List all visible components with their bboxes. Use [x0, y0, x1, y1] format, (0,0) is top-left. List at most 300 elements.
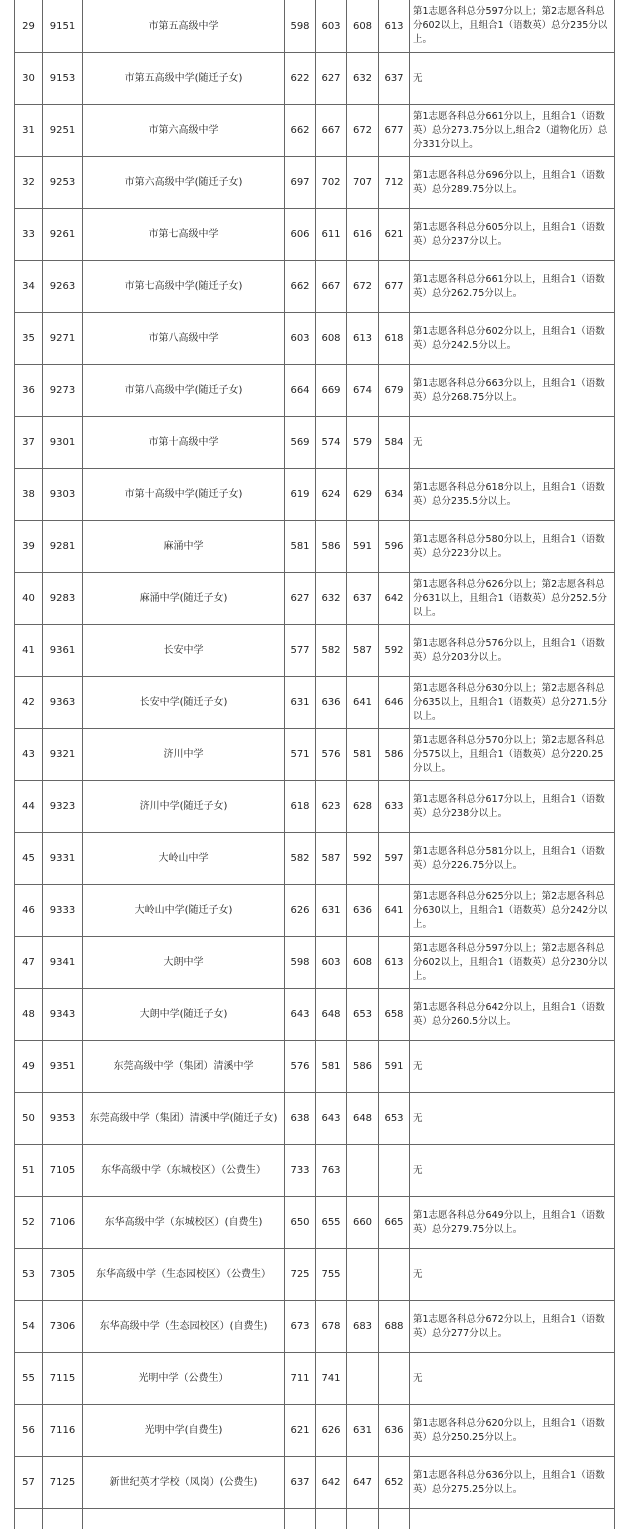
score-1-cell: 733: [285, 1145, 316, 1197]
score-3-cell: 647: [347, 1457, 379, 1509]
school-name-cell: [83, 1457, 285, 1509]
row-number-cell: 30: [15, 53, 43, 105]
score-4-cell: 677: [379, 105, 410, 157]
score-4-cell: 688: [379, 1301, 410, 1353]
school-code-cell: 7306: [43, 1301, 83, 1353]
score-1-cell: 619: [285, 469, 316, 521]
row-number-cell: 32: [15, 157, 43, 209]
admission-note-cell: 第1志愿各科总分620分以上，且组合1（语数英）总分250.25分以上。: [410, 1405, 615, 1457]
school-name-cell: [83, 937, 285, 989]
school-name-text: 济川中学: [164, 747, 204, 762]
score-3-cell: 616: [347, 209, 379, 261]
score-3-cell: 579: [347, 417, 379, 469]
school-code-cell: 9283: [43, 573, 83, 625]
school-code-cell: 9281: [43, 521, 83, 573]
school-code-cell: 7106: [43, 1197, 83, 1249]
school-name-text: 市第六高级中学(随迁子女): [125, 175, 243, 190]
score-1-cell: 662: [285, 105, 316, 157]
table-row: [15, 157, 615, 209]
school-name-text: 济川中学(随迁子女): [140, 799, 228, 814]
school-code-cell: 9301: [43, 417, 83, 469]
school-name-cell: [83, 729, 285, 781]
school-name-cell: [83, 573, 285, 625]
table-row: [15, 313, 615, 365]
school-code-cell: 9361: [43, 625, 83, 677]
admission-note-cell: 第1志愿各科总分661分以上，且组合1（语数英）总分273.75分以上,组合2（道物化历）总分331分以上。: [410, 105, 615, 157]
score-4-cell: [379, 1353, 410, 1405]
score-4-cell: 592: [379, 625, 410, 677]
admission-note-cell: 第1志愿各科总分597分以上；第2志愿各科总分602以上，且组合1（语数英）总分230分以上。: [410, 937, 615, 989]
row-number-cell: 51: [15, 1145, 43, 1197]
row-number-cell: 48: [15, 989, 43, 1041]
score-2-cell: 648: [316, 989, 347, 1041]
row-number-cell: 44: [15, 781, 43, 833]
row-number-cell: 45: [15, 833, 43, 885]
school-name-text: 光明中学(自费生): [145, 1423, 223, 1438]
score-1-cell: 673: [285, 1301, 316, 1353]
score-2-cell: 587: [316, 833, 347, 885]
admission-note-cell: 无: [410, 1041, 615, 1093]
score-1-cell: 664: [285, 365, 316, 417]
score-1-cell: 598: [285, 0, 316, 53]
table-row: [15, 1249, 615, 1301]
table-row: [15, 1041, 615, 1093]
score-1-cell: 581: [285, 521, 316, 573]
score-4-cell: 634: [379, 469, 410, 521]
school-name-cell: [83, 1249, 285, 1301]
empty-cell: [410, 1509, 615, 1529]
school-name-cell: [83, 989, 285, 1041]
admission-note-cell: 第1志愿各科总分696分以上，且组合1（语数英）总分289.75分以上。: [410, 157, 615, 209]
score-3-cell: 653: [347, 989, 379, 1041]
school-name-cell: [83, 417, 285, 469]
score-4-cell: 641: [379, 885, 410, 937]
row-number-cell: 39: [15, 521, 43, 573]
score-2-cell: 581: [316, 1041, 347, 1093]
row-number-cell: 57: [15, 1457, 43, 1509]
table-row: [15, 417, 615, 469]
score-4-cell: 646: [379, 677, 410, 729]
table-row: [15, 1457, 615, 1509]
table-row: [15, 573, 615, 625]
row-number-cell: 42: [15, 677, 43, 729]
admission-note-cell: 第1志愿各科总分617分以上，且组合1（语数英）总分238分以上。: [410, 781, 615, 833]
score-1-cell: 621: [285, 1405, 316, 1457]
score-4-cell: 586: [379, 729, 410, 781]
admission-note-cell: 第1志愿各科总分597分以上；第2志愿各科总分602以上，且组合1（语数英）总分235分以上。: [410, 0, 615, 53]
score-1-cell: 576: [285, 1041, 316, 1093]
admission-note-cell: 无: [410, 417, 615, 469]
score-3-cell: 672: [347, 105, 379, 157]
score-1-cell: 618: [285, 781, 316, 833]
admission-score-table: [14, 0, 615, 1529]
score-2-cell: 669: [316, 365, 347, 417]
score-4-cell: 658: [379, 989, 410, 1041]
row-number-cell: 37: [15, 417, 43, 469]
school-name-cell: [83, 521, 285, 573]
score-3-cell: 591: [347, 521, 379, 573]
admission-note-cell: 第1志愿各科总分625分以上；第2志愿各科总分630以上，且组合1（语数英）总分242分以上。: [410, 885, 615, 937]
score-1-cell: 631: [285, 677, 316, 729]
score-4-cell: [379, 1145, 410, 1197]
score-2-cell: 678: [316, 1301, 347, 1353]
school-code-cell: 7305: [43, 1249, 83, 1301]
empty-cell: [15, 1509, 43, 1529]
school-name-cell: [83, 677, 285, 729]
score-1-cell: 598: [285, 937, 316, 989]
score-1-cell: 606: [285, 209, 316, 261]
school-name-text: 市第十高级中学: [149, 435, 219, 450]
table-row: [15, 469, 615, 521]
admission-note-cell: 第1志愿各科总分663分以上，且组合1（语数英）总分268.75分以上。: [410, 365, 615, 417]
school-name-text: 市第七高级中学: [149, 227, 219, 242]
school-code-cell: 9353: [43, 1093, 83, 1145]
score-3-cell: 637: [347, 573, 379, 625]
school-code-cell: 7125: [43, 1457, 83, 1509]
score-1-cell: 637: [285, 1457, 316, 1509]
empty-cell: [83, 1509, 285, 1529]
score-2-cell: 667: [316, 105, 347, 157]
score-3-cell: 628: [347, 781, 379, 833]
score-2-cell: 643: [316, 1093, 347, 1145]
school-name-text: 东莞高级中学（集团）清溪中学: [114, 1059, 254, 1074]
score-1-cell: 577: [285, 625, 316, 677]
school-name-cell: [83, 1041, 285, 1093]
school-name-cell: [83, 365, 285, 417]
score-1-cell: 662: [285, 261, 316, 313]
admission-note-cell: 第1志愿各科总分649分以上，且组合1（语数英）总分279.75分以上。: [410, 1197, 615, 1249]
admission-note-cell: 第1志愿各科总分642分以上，且组合1（语数英）总分260.5分以上。: [410, 989, 615, 1041]
row-number-cell: 52: [15, 1197, 43, 1249]
school-code-cell: 9303: [43, 469, 83, 521]
score-2-cell: 642: [316, 1457, 347, 1509]
row-number-cell: 56: [15, 1405, 43, 1457]
empty-cell: [379, 1509, 410, 1529]
score-4-cell: 613: [379, 0, 410, 53]
table-row: [15, 209, 615, 261]
school-name-text: 长安中学(随迁子女): [140, 695, 228, 710]
score-2-cell: 623: [316, 781, 347, 833]
school-code-cell: 9271: [43, 313, 83, 365]
school-name-text: 市第五高级中学(随迁子女): [125, 71, 243, 86]
score-3-cell: 586: [347, 1041, 379, 1093]
admission-note-cell: 第1志愿各科总分630分以上；第2志愿各科总分635以上，且组合1（语数英）总分271.5分以上。: [410, 677, 615, 729]
score-2-cell: 667: [316, 261, 347, 313]
school-name-text: 大朗中学(随迁子女): [140, 1007, 228, 1022]
school-name-text: 大朗中学: [164, 955, 204, 970]
score-2-cell: 586: [316, 521, 347, 573]
school-name-cell: [83, 1301, 285, 1353]
school-name-cell: [83, 885, 285, 937]
table-row: [15, 261, 615, 313]
school-code-cell: 9253: [43, 157, 83, 209]
score-2-cell: 702: [316, 157, 347, 209]
row-number-cell: 35: [15, 313, 43, 365]
score-2-cell: 626: [316, 1405, 347, 1457]
school-name-cell: [83, 53, 285, 105]
score-1-cell: 725: [285, 1249, 316, 1301]
row-number-cell: 54: [15, 1301, 43, 1353]
score-2-cell: 624: [316, 469, 347, 521]
score-4-cell: 653: [379, 1093, 410, 1145]
score-2-cell: 603: [316, 937, 347, 989]
table-row: [15, 1145, 615, 1197]
score-3-cell: 660: [347, 1197, 379, 1249]
score-4-cell: [379, 1249, 410, 1301]
table-row: [15, 1093, 615, 1145]
row-number-cell: 47: [15, 937, 43, 989]
admission-note-cell: 第1志愿各科总分580分以上，且组合1（语数英）总分223分以上。: [410, 521, 615, 573]
score-4-cell: 633: [379, 781, 410, 833]
row-number-cell: 40: [15, 573, 43, 625]
score-1-cell: 638: [285, 1093, 316, 1145]
score-3-cell: 636: [347, 885, 379, 937]
school-name-cell: [83, 781, 285, 833]
score-1-cell: 622: [285, 53, 316, 105]
table-row: [15, 833, 615, 885]
score-3-cell: 674: [347, 365, 379, 417]
school-name-cell: [83, 105, 285, 157]
score-2-cell: 608: [316, 313, 347, 365]
school-name-cell: [83, 0, 285, 53]
score-2-cell: 755: [316, 1249, 347, 1301]
score-1-cell: 697: [285, 157, 316, 209]
table-row: [15, 781, 615, 833]
school-code-cell: 9343: [43, 989, 83, 1041]
score-3-cell: 641: [347, 677, 379, 729]
table-row: [15, 53, 615, 105]
school-name-text: 东华高级中学（生态园校区）（公费生）: [96, 1267, 271, 1282]
table-body: [15, 0, 615, 1529]
score-2-cell: 636: [316, 677, 347, 729]
row-number-cell: 29: [15, 0, 43, 53]
school-name-cell: [83, 313, 285, 365]
school-code-cell: 9263: [43, 261, 83, 313]
row-number-cell: 53: [15, 1249, 43, 1301]
score-3-cell: 683: [347, 1301, 379, 1353]
score-4-cell: 596: [379, 521, 410, 573]
score-4-cell: 597: [379, 833, 410, 885]
admission-note-cell: 第1志愿各科总分672分以上，且组合1（语数英）总分277分以上。: [410, 1301, 615, 1353]
row-number-cell: 46: [15, 885, 43, 937]
score-2-cell: 603: [316, 0, 347, 53]
row-number-cell: 49: [15, 1041, 43, 1093]
score-2-cell: 763: [316, 1145, 347, 1197]
score-3-cell: 631: [347, 1405, 379, 1457]
school-code-cell: 9331: [43, 833, 83, 885]
school-name-text: 东华高级中学（生态园校区）(自费生): [100, 1319, 268, 1334]
row-number-cell: 34: [15, 261, 43, 313]
score-4-cell: 621: [379, 209, 410, 261]
school-name-text: 大岭山中学(随迁子女): [135, 903, 233, 918]
school-name-cell: [83, 157, 285, 209]
score-4-cell: 652: [379, 1457, 410, 1509]
school-code-cell: 9341: [43, 937, 83, 989]
school-code-cell: 9261: [43, 209, 83, 261]
score-3-cell: 648: [347, 1093, 379, 1145]
school-name-text: 新世纪英才学校（凤岗）(公费生): [110, 1475, 258, 1490]
score-2-cell: 655: [316, 1197, 347, 1249]
table-row: [15, 105, 615, 157]
score-2-cell: 576: [316, 729, 347, 781]
score-3-cell: [347, 1145, 379, 1197]
school-code-cell: 9151: [43, 0, 83, 53]
score-1-cell: 571: [285, 729, 316, 781]
score-3-cell: 581: [347, 729, 379, 781]
empty-cell: [316, 1509, 347, 1529]
score-1-cell: 569: [285, 417, 316, 469]
school-name-cell: [83, 1093, 285, 1145]
score-3-cell: [347, 1353, 379, 1405]
score-3-cell: 608: [347, 937, 379, 989]
score-1-cell: 650: [285, 1197, 316, 1249]
score-1-cell: 603: [285, 313, 316, 365]
score-4-cell: 637: [379, 53, 410, 105]
school-code-cell: 9333: [43, 885, 83, 937]
score-3-cell: 592: [347, 833, 379, 885]
score-4-cell: 665: [379, 1197, 410, 1249]
score-1-cell: 626: [285, 885, 316, 937]
school-name-text: 东华高级中学（东城校区）（公费生）: [101, 1163, 266, 1178]
school-name-text: 麻涌中学: [164, 539, 204, 554]
school-name-cell: [83, 209, 285, 261]
school-code-cell: 9351: [43, 1041, 83, 1093]
table-row: [15, 989, 615, 1041]
school-code-cell: 9273: [43, 365, 83, 417]
school-name-text: 光明中学（公费生）: [139, 1371, 229, 1386]
empty-cell: [285, 1509, 316, 1529]
school-code-cell: 9321: [43, 729, 83, 781]
row-number-cell: 50: [15, 1093, 43, 1145]
admission-note-cell: 无: [410, 1093, 615, 1145]
school-name-text: 市第十高级中学(随迁子女): [125, 487, 243, 502]
score-3-cell: 632: [347, 53, 379, 105]
score-3-cell: 707: [347, 157, 379, 209]
school-name-cell: [83, 1353, 285, 1405]
table-row: [15, 1405, 615, 1457]
school-name-cell: [83, 1197, 285, 1249]
score-2-cell: 627: [316, 53, 347, 105]
school-code-cell: 7116: [43, 1405, 83, 1457]
school-name-cell: [83, 1145, 285, 1197]
table-row: [15, 1353, 615, 1405]
admission-note-cell: 无: [410, 1353, 615, 1405]
school-name-text: 长安中学: [164, 643, 204, 658]
admission-note-cell: 第1志愿各科总分576分以上，且组合1（语数英）总分203分以上。: [410, 625, 615, 677]
score-3-cell: 672: [347, 261, 379, 313]
school-name-text: 大岭山中学: [159, 851, 209, 866]
school-name-cell: [83, 469, 285, 521]
admission-note-cell: 第1志愿各科总分570分以上；第2志愿各科总分575以上，且组合1（语数英）总分220.25分以上。: [410, 729, 615, 781]
table-row: [15, 885, 615, 937]
empty-cell: [43, 1509, 83, 1529]
admission-note-cell: 无: [410, 1249, 615, 1301]
row-number-cell: 36: [15, 365, 43, 417]
school-name-text: 东莞高级中学（集团）清溪中学(随迁子女): [90, 1111, 278, 1126]
school-code-cell: 7105: [43, 1145, 83, 1197]
score-2-cell: 582: [316, 625, 347, 677]
admission-note-cell: 无: [410, 53, 615, 105]
table-row: [15, 937, 615, 989]
score-1-cell: 582: [285, 833, 316, 885]
table-row: [15, 625, 615, 677]
school-name-text: 东华高级中学（东城校区）(自费生): [105, 1215, 263, 1230]
score-4-cell: 636: [379, 1405, 410, 1457]
score-2-cell: 574: [316, 417, 347, 469]
table-row: [15, 729, 615, 781]
score-2-cell: 631: [316, 885, 347, 937]
admission-note-cell: 第1志愿各科总分602分以上，且组合1（语数英）总分242.5分以上。: [410, 313, 615, 365]
score-4-cell: 613: [379, 937, 410, 989]
row-number-cell: 41: [15, 625, 43, 677]
score-4-cell: 677: [379, 261, 410, 313]
table-row: [15, 677, 615, 729]
score-2-cell: 611: [316, 209, 347, 261]
empty-cell: [347, 1509, 379, 1529]
row-number-cell: 55: [15, 1353, 43, 1405]
admission-note-cell: 第1志愿各科总分661分以上，且组合1（语数英）总分262.75分以上。: [410, 261, 615, 313]
score-4-cell: 618: [379, 313, 410, 365]
school-name-cell: [83, 1405, 285, 1457]
school-code-cell: 9323: [43, 781, 83, 833]
admission-note-cell: 第1志愿各科总分618分以上，且组合1（语数英）总分235.5分以上。: [410, 469, 615, 521]
row-number-cell: 31: [15, 105, 43, 157]
table-row: [15, 1197, 615, 1249]
school-name-text: 市第八高级中学: [149, 331, 219, 346]
score-4-cell: 642: [379, 573, 410, 625]
school-name-cell: [83, 625, 285, 677]
table-row: [15, 365, 615, 417]
school-name-text: 市第五高级中学: [149, 19, 219, 34]
admission-note-cell: 第1志愿各科总分581分以上，且组合1（语数英）总分226.75分以上。: [410, 833, 615, 885]
admission-note-cell: 第1志愿各科总分626分以上；第2志愿各科总分631以上，且组合1（语数英）总分252.5分以上。: [410, 573, 615, 625]
school-code-cell: 9363: [43, 677, 83, 729]
school-name-text: 麻涌中学(随迁子女): [140, 591, 228, 606]
score-1-cell: 711: [285, 1353, 316, 1405]
score-3-cell: 587: [347, 625, 379, 677]
score-3-cell: 613: [347, 313, 379, 365]
score-4-cell: 712: [379, 157, 410, 209]
row-number-cell: 38: [15, 469, 43, 521]
school-name-text: 市第六高级中学: [149, 123, 219, 138]
row-number-cell: 33: [15, 209, 43, 261]
school-name-cell: [83, 833, 285, 885]
score-2-cell: 741: [316, 1353, 347, 1405]
table-row: [15, 521, 615, 573]
school-code-cell: 9251: [43, 105, 83, 157]
score-3-cell: 608: [347, 0, 379, 53]
school-name-text: 市第八高级中学(随迁子女): [125, 383, 243, 398]
score-1-cell: 627: [285, 573, 316, 625]
school-name-cell: [83, 261, 285, 313]
school-name-text: 市第七高级中学(随迁子女): [125, 279, 243, 294]
score-4-cell: 679: [379, 365, 410, 417]
score-4-cell: 591: [379, 1041, 410, 1093]
partial-table-row: [15, 1509, 615, 1529]
admission-note-cell: 第1志愿各科总分636分以上，且组合1（语数英）总分275.25分以上。: [410, 1457, 615, 1509]
school-code-cell: 9153: [43, 53, 83, 105]
row-number-cell: 43: [15, 729, 43, 781]
table-row: [15, 0, 615, 53]
school-code-cell: 7115: [43, 1353, 83, 1405]
admission-note-cell: 无: [410, 1145, 615, 1197]
score-1-cell: 643: [285, 989, 316, 1041]
score-4-cell: 584: [379, 417, 410, 469]
score-2-cell: 632: [316, 573, 347, 625]
table-row: [15, 1301, 615, 1353]
score-3-cell: 629: [347, 469, 379, 521]
score-3-cell: [347, 1249, 379, 1301]
